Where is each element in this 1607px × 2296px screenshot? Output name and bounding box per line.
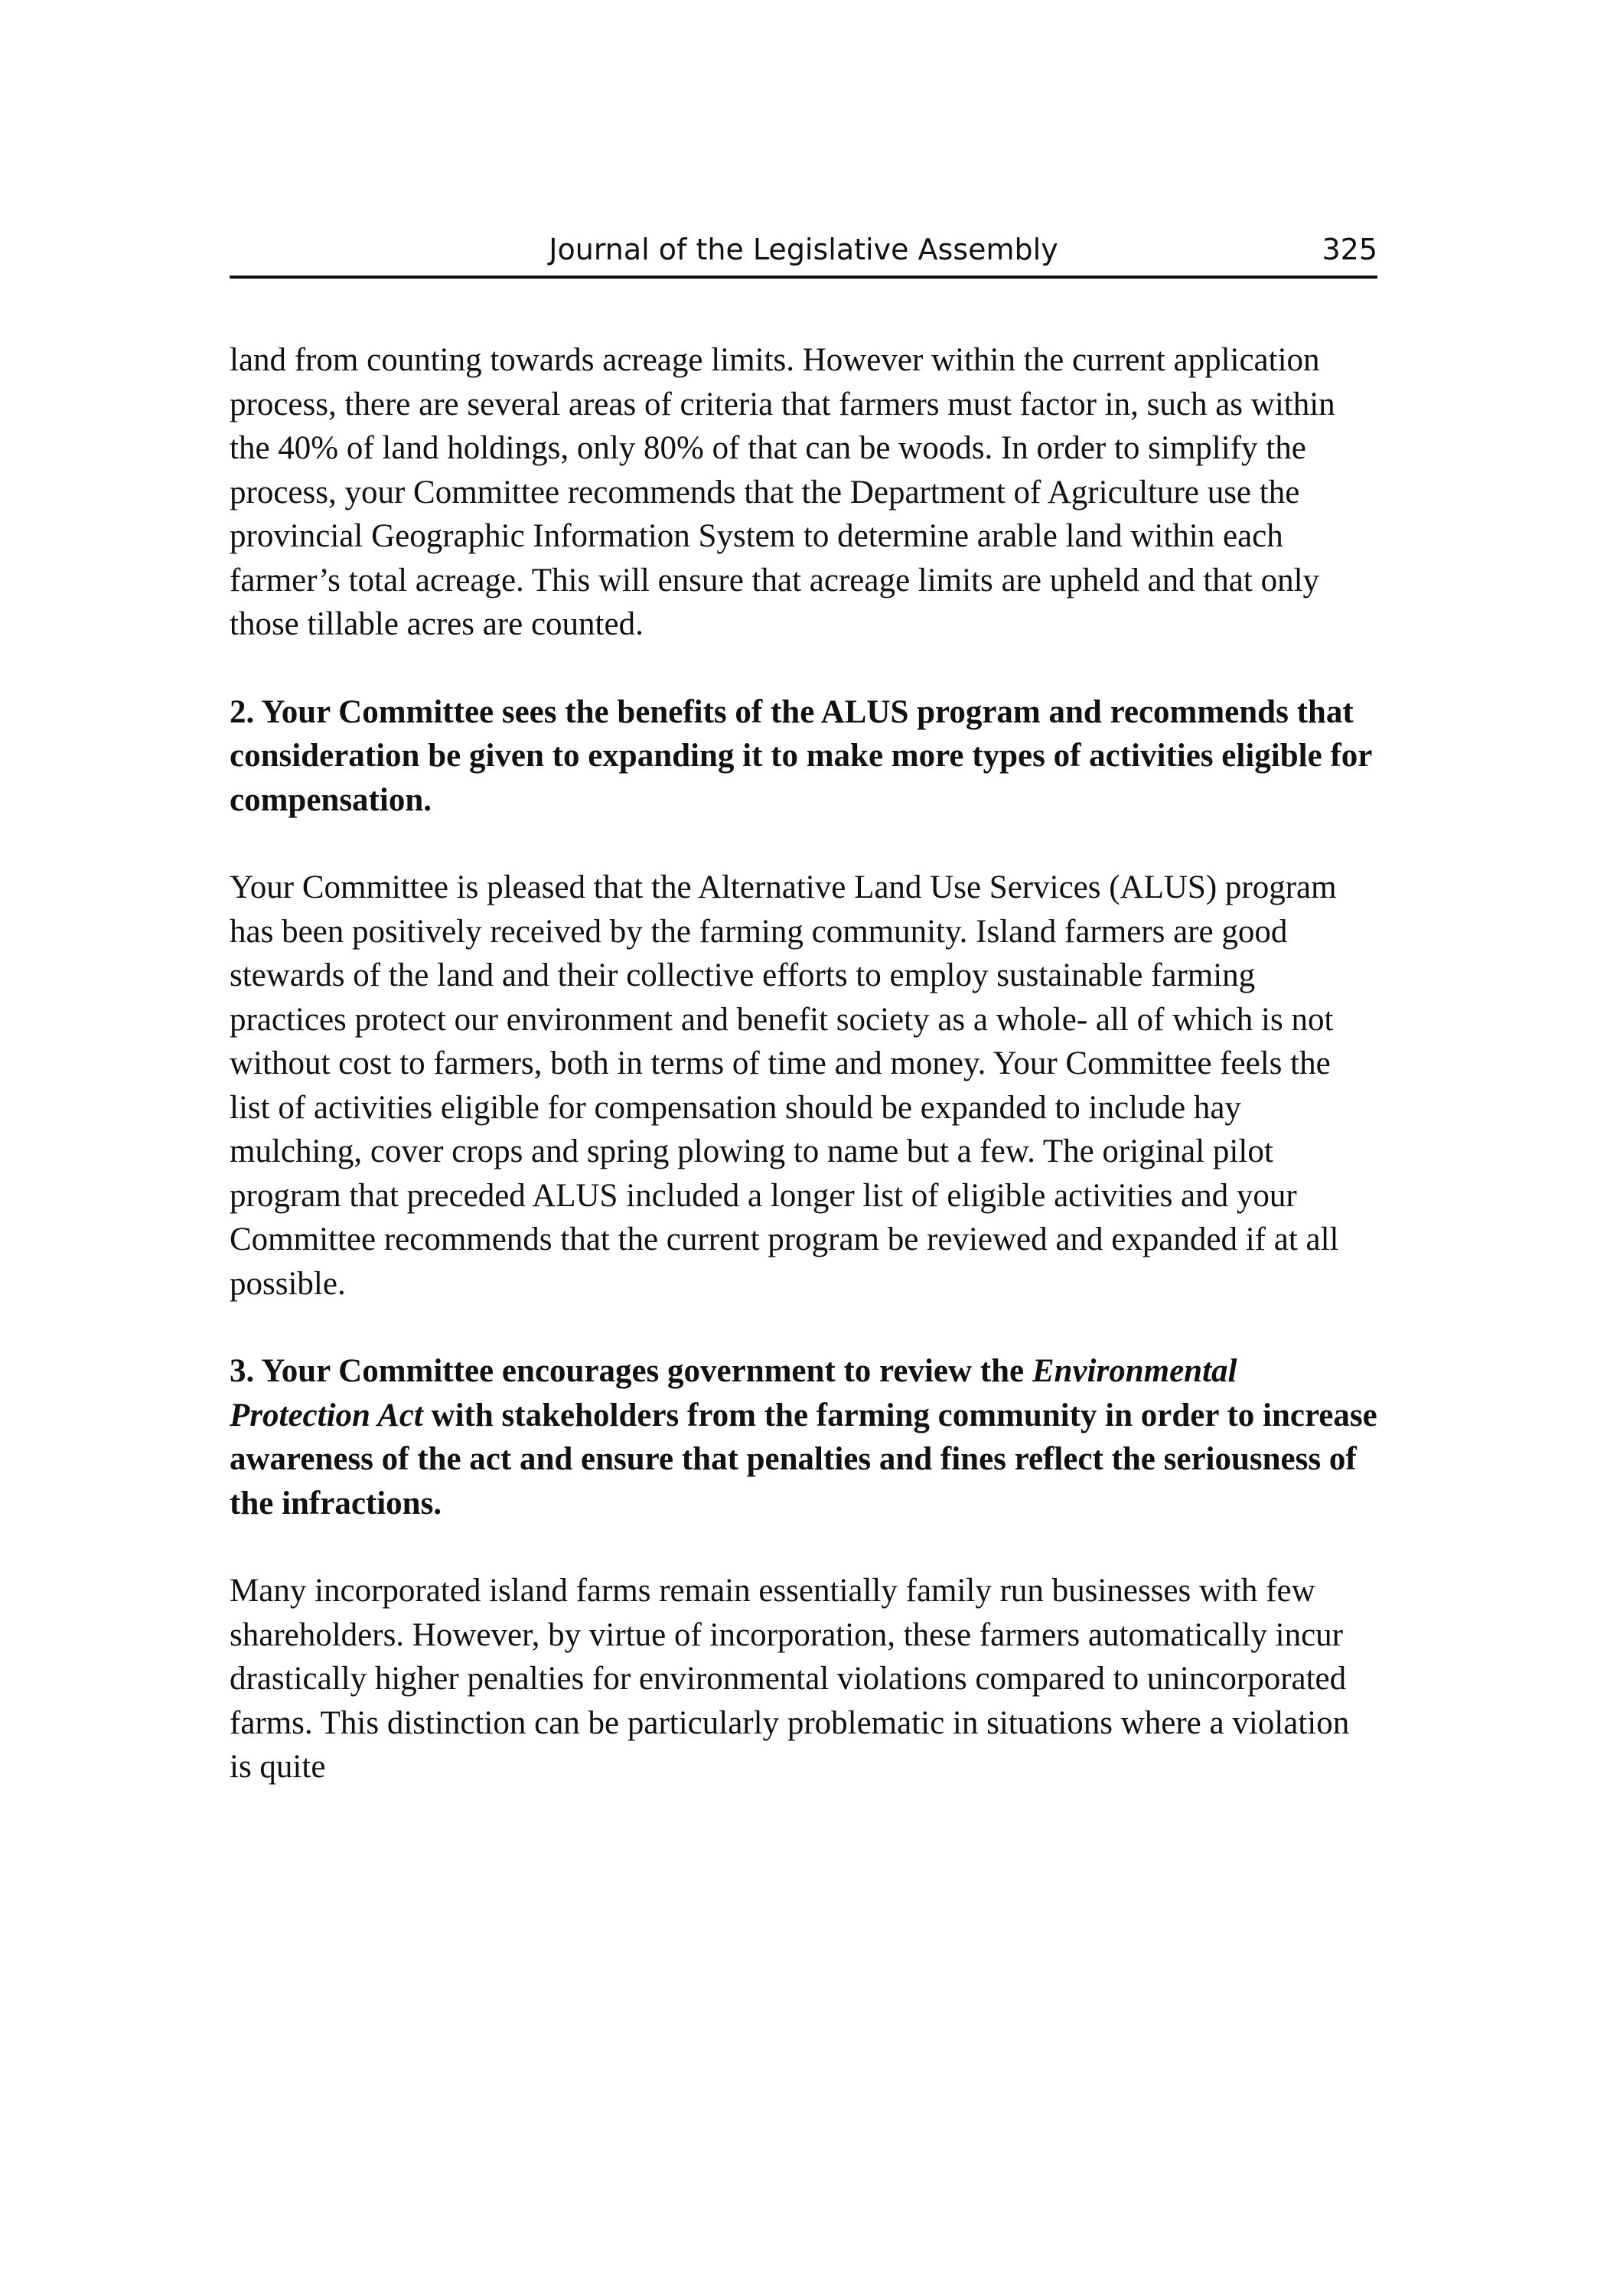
page-body <box>230 338 1377 1789</box>
act-name: Environmental Protection Act <box>230 1353 1237 1433</box>
recommendation-2-heading: 2. Your Committee sees the benefits of the ALUS program and recommends that consideration be given to expanding it to make more types of activities eligible for compensation. <box>230 693 1372 818</box>
paragraph-alus: Your Committee is pleased that the Alternative Land Use Services (ALUS) program has been positively received by the farming community. Island farmers are good stewards of the land and their collective efforts to employ sustainable farming practices protect our environment and benefit society as a whole- all of which is not without cost to farmers, both in terms of time and money. Your Committee feels the list of activities eligible for compensation should be expanded to include hay mulching, cover crops and spring plowing to name but a few. The original pilot program that preceded ALUS included a longer list of eligible activities and your Committee recommends that the current program be reviewed and expanded if at all possible. <box>230 869 1339 1302</box>
paragraph-incorporated-farms: Many incorporated island farms remain essentially family run businesses with few shareholders. However, by virtue of incorporation, these farmers automatically incur drastically higher penalties for environmental violations compared to unincorporated farms. This distinction can be particularly problematic in situations where a violation is quite <box>230 1573 1350 1785</box>
recommendation-3-suffix: with stakeholders from the farming community in order to increase awareness of the act and ensure that penalties and fines reflect the seriousness of the infractions. <box>230 1397 1377 1521</box>
paragraph-continued: land from counting towards acreage limits. However within the current application process, there are several areas of criteria that farmers must factor in, such as within the 40% of land holdings, only 80% of that can be woods. In order to simplify the process, your Committee recommends that the Department of Agriculture use the provincial Geographic Information System to determine arable land within each farmer’s total acreage. This will ensure that acreage limits are upheld and that only those tillable acres are counted. <box>230 342 1335 642</box>
page-number: 325 <box>1322 233 1377 266</box>
journal-title: Journal of the Legislative Assembly <box>549 233 1058 266</box>
recommendation-3-heading <box>230 1349 1377 1525</box>
recommendation-3-prefix: 3. Your Committee encourages government to review the <box>230 1353 1032 1389</box>
journal-page <box>230 230 1377 1789</box>
running-header <box>230 230 1377 279</box>
